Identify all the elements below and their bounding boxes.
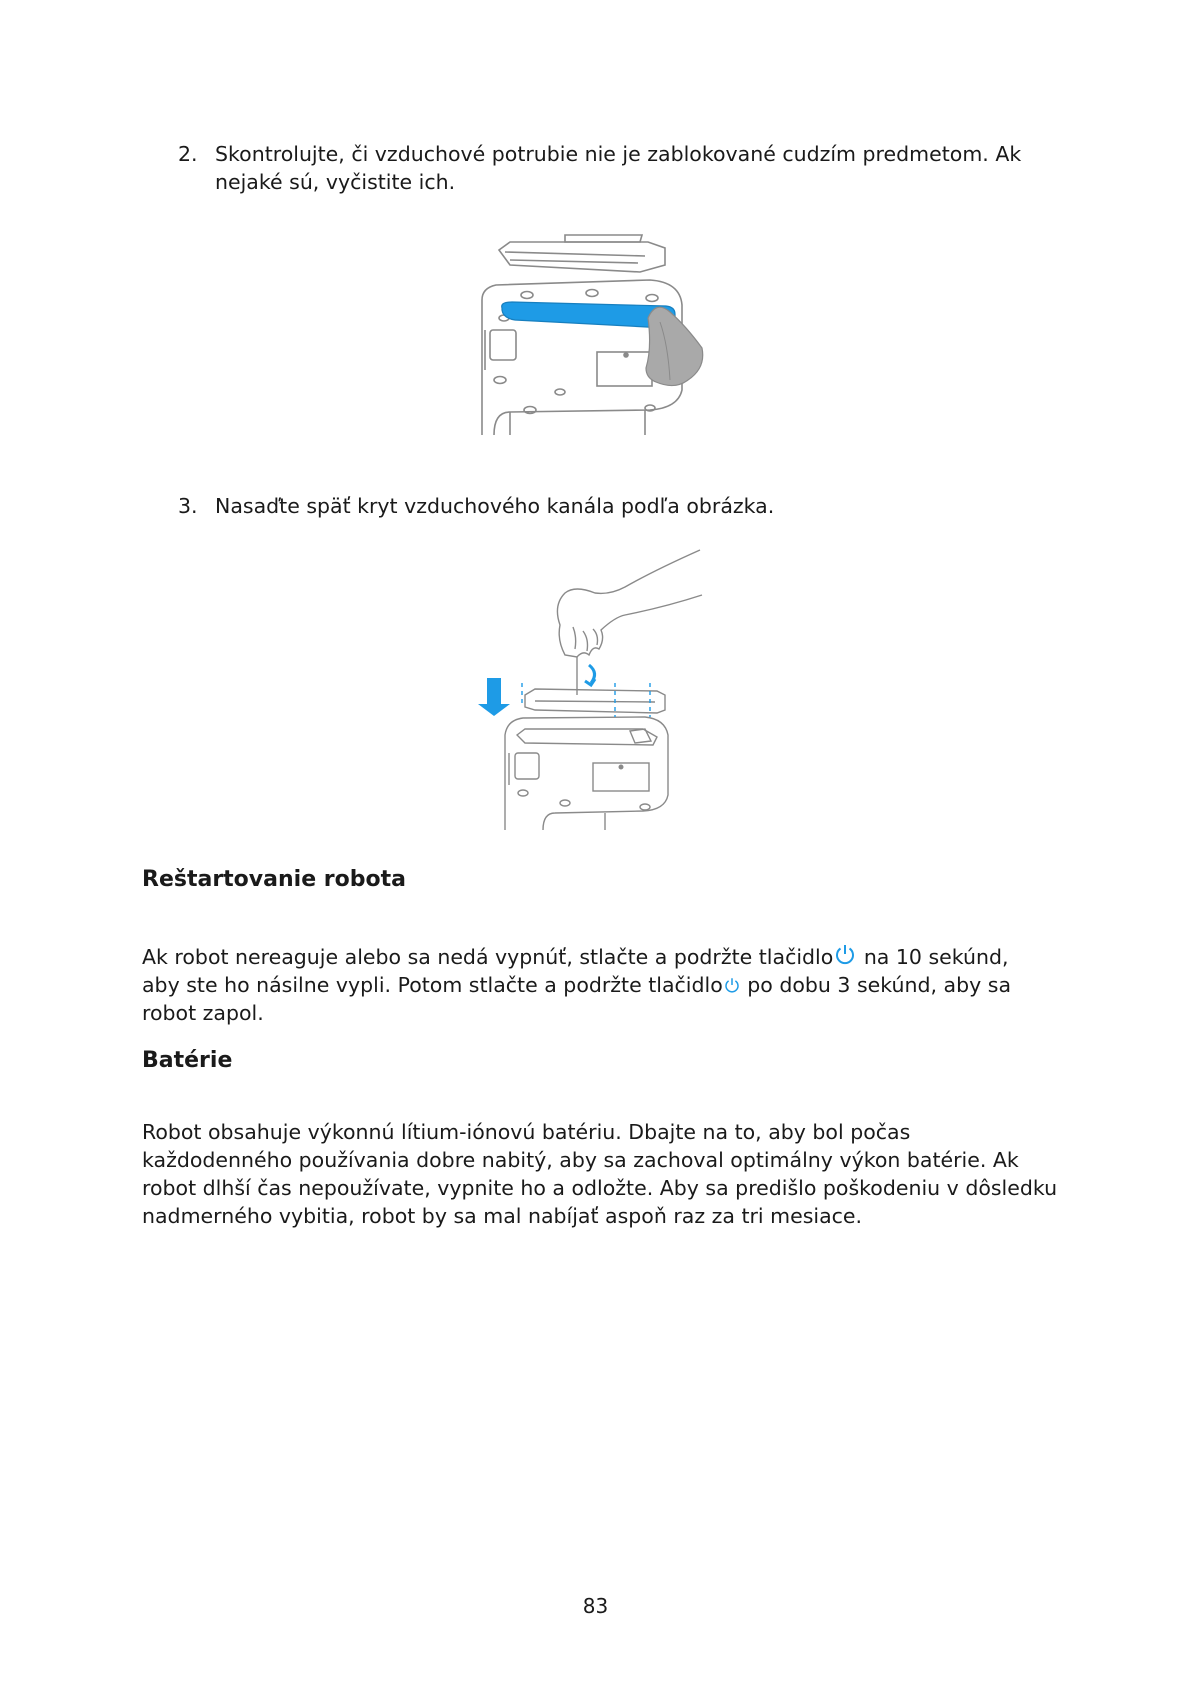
step-3-text: Nasaďte späť kryt vzduchového kanála podľa obrázka. bbox=[215, 494, 775, 518]
restart-paragraph bbox=[142, 942, 1042, 1027]
step-2-number: 2. bbox=[178, 142, 198, 166]
rotate-arrow-icon bbox=[585, 665, 595, 685]
power-icon-small bbox=[723, 976, 741, 994]
page-number: 83 bbox=[582, 1594, 609, 1618]
restart-text-part2: na 10 sekúnd, aby ste ho násilne vypli. Potom stlačte a podržte tlačidlo bbox=[142, 945, 1009, 997]
restart-heading: Reštartovanie robota bbox=[142, 867, 406, 892]
illustration-reattach-cover bbox=[465, 545, 725, 830]
battery-paragraph: Robot obsahuje výkonnú lítium-iónovú batériu. Dbajte na to, aby bol počas každodenného používania dobre nabitý, aby sa zachoval optimálny výkon batérie. Ak robot dlhší čas nepoužívate, vypnite ho a odložte. Aby sa predišlo poškodeniu v dôsledku nadmerného vybitia, robot by sa mal nabíjať aspoň raz za tri mesiace. bbox=[142, 1120, 1058, 1228]
power-icon bbox=[833, 942, 857, 966]
step-3-number: 3. bbox=[178, 494, 198, 518]
step-2-text: Skontrolujte, či vzduchové potrubie nie je zablokované cudzím predmetom. Ak nejaké sú, vyčistite ich. bbox=[215, 142, 1022, 194]
duct-cover-shape bbox=[499, 242, 665, 272]
illustration-clean-air-duct bbox=[470, 230, 720, 440]
restart-text-part1: Ak robot nereaguje alebo sa nedá vypnúť, stlačte a podržte tlačidlo bbox=[142, 945, 834, 969]
down-arrow-icon bbox=[478, 678, 510, 716]
cleaning-cloth bbox=[646, 307, 703, 385]
restart-text-part3: po dobu 3 sekúnd, aby sa robot zapol. bbox=[142, 973, 1012, 1025]
battery-heading: Batérie bbox=[142, 1048, 233, 1073]
